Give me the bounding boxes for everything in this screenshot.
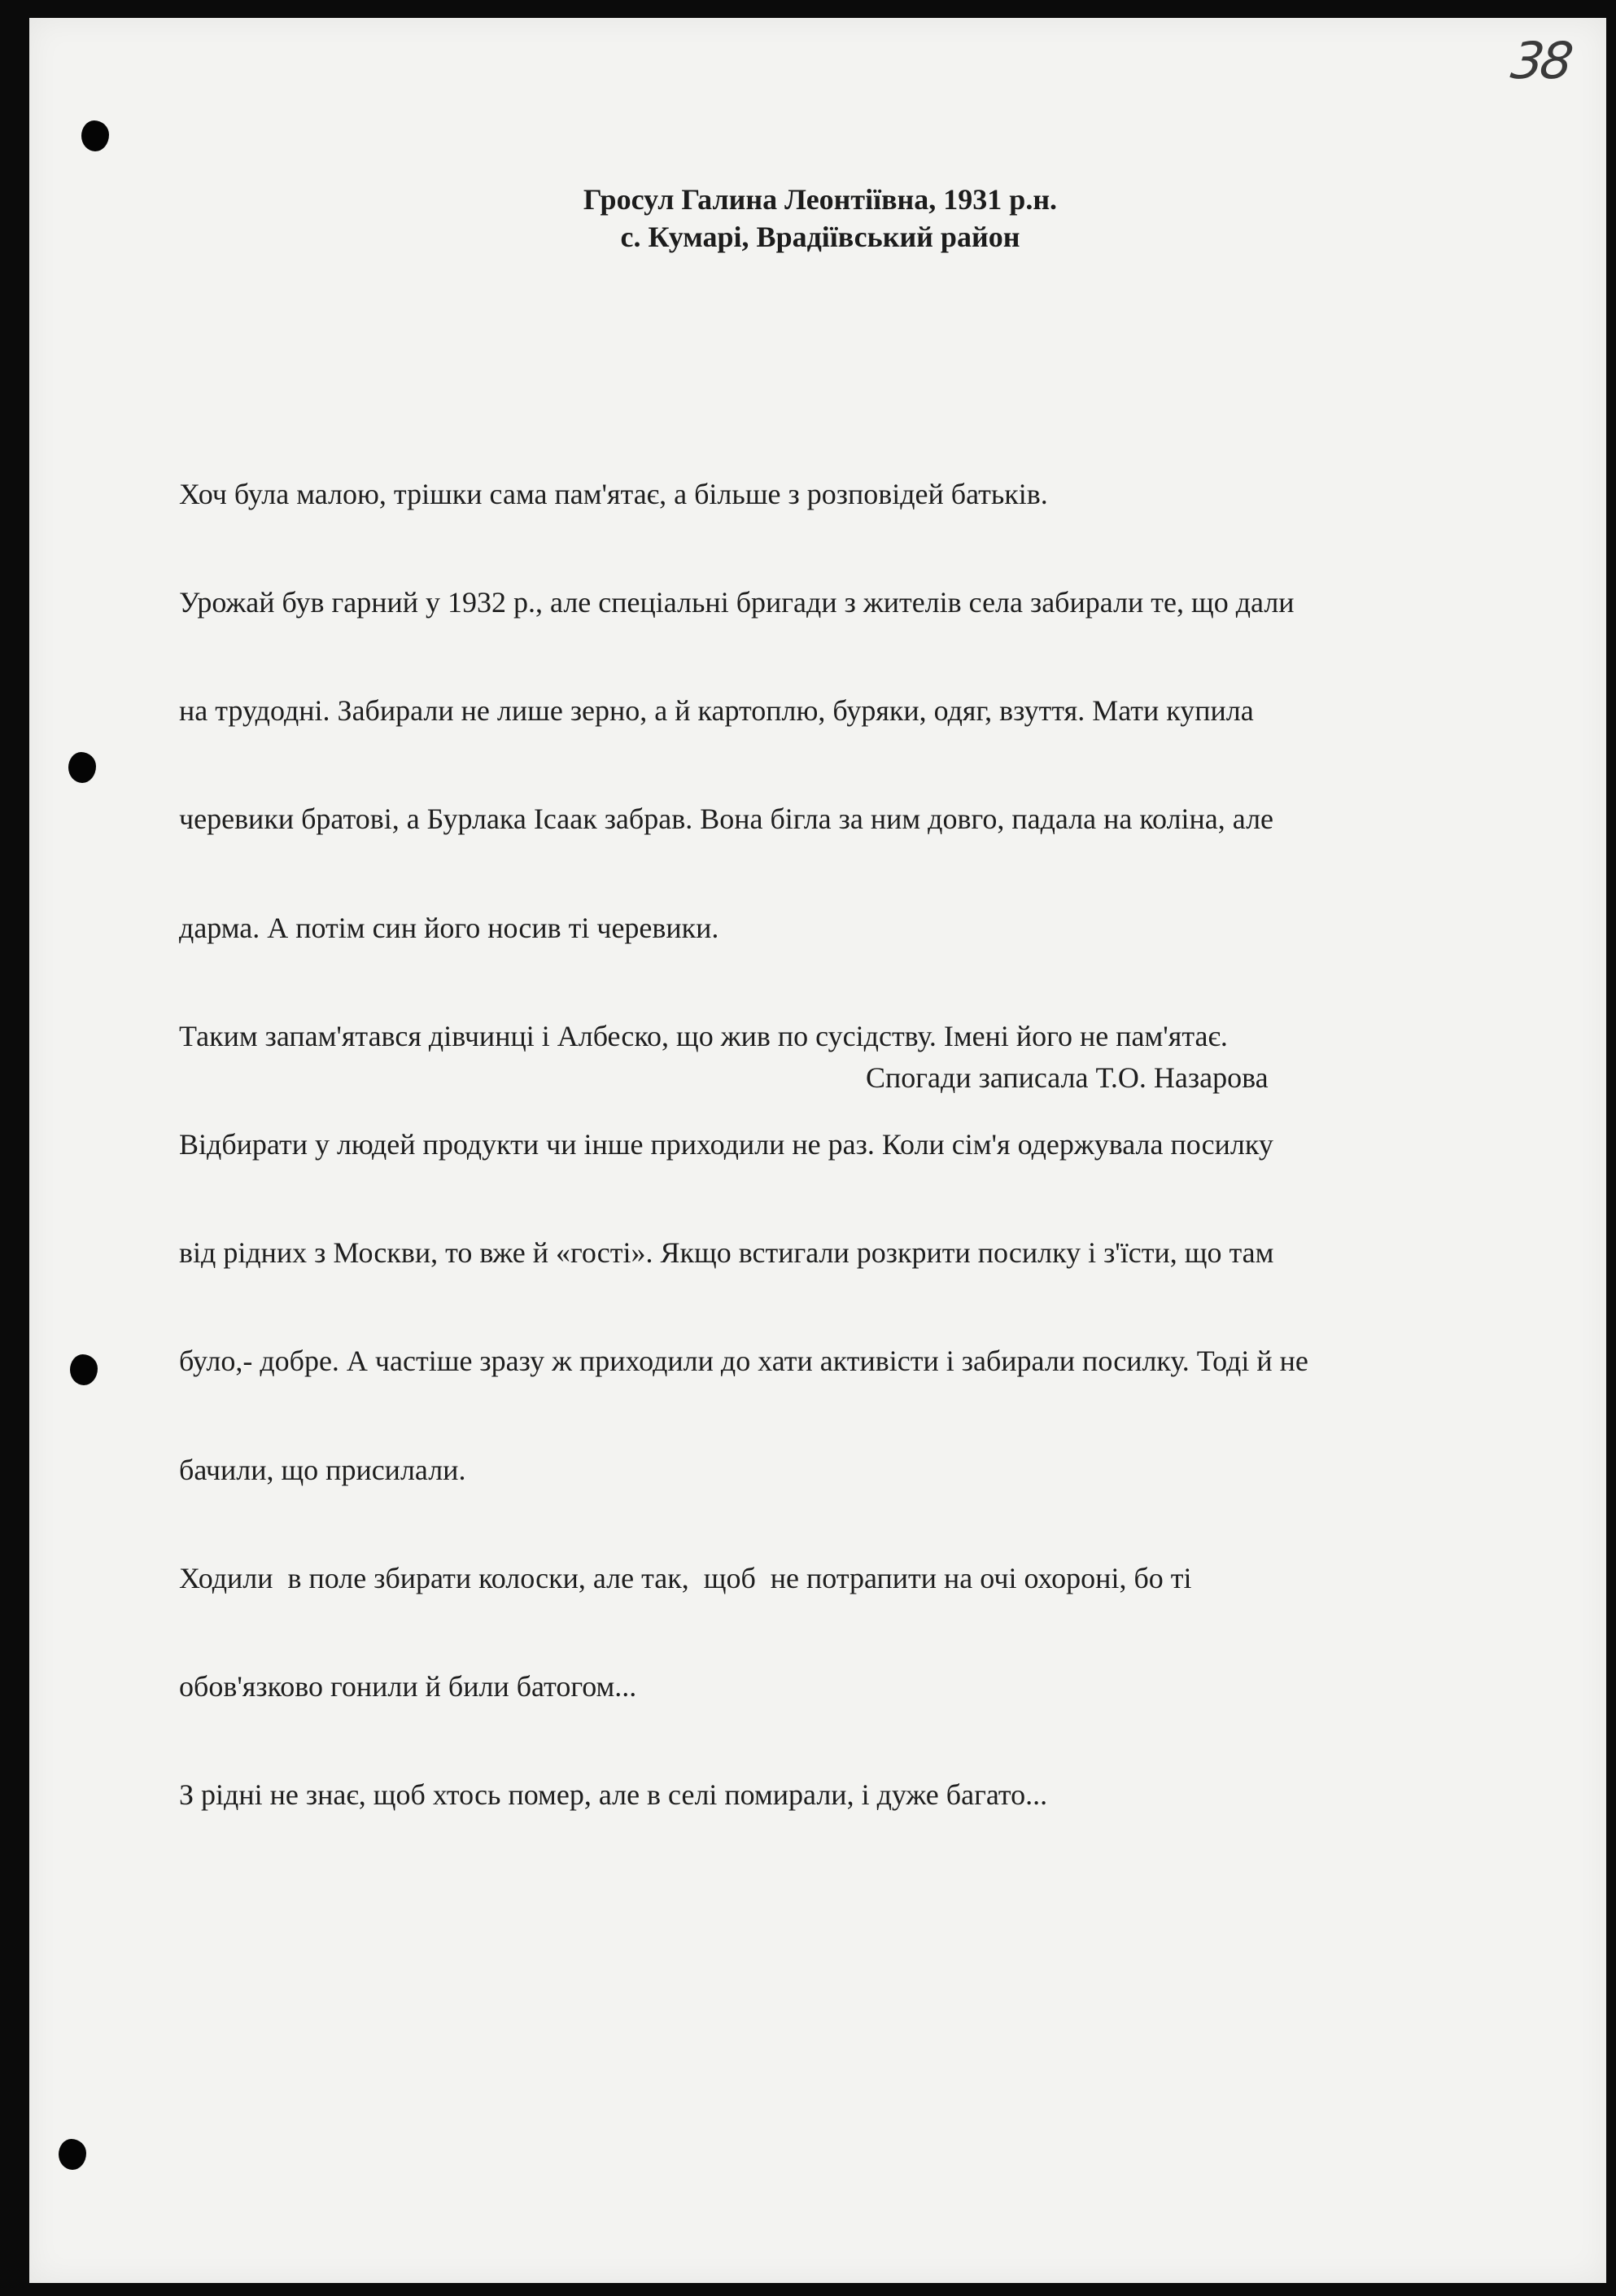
text-line: бачили, що присилали. [179, 1453, 466, 1486]
page-number: 38 [1507, 31, 1575, 90]
text-line: дарма. А потім син його носив ті черевики. [179, 911, 719, 944]
testimony-text [179, 404, 1465, 1849]
text-line: Урожай був гарний у 1932 р., але спеціальні бригади з жителів села забирали те, що дали [179, 586, 1295, 619]
title-line-location: с. Кумарі, Врадіївський район [620, 221, 1020, 253]
text-line: обов'язково гонили й били батогом... [179, 1670, 637, 1703]
title-line-name: Гросул Галина Леонтіївна, 1931 р.н. [583, 183, 1058, 216]
text-line: на трудодні. Забирали не лише зерно, а й картоплю, буряки, одяг, взуття. Мати купила [179, 694, 1254, 728]
text-line: З рідні не знає, щоб хтось помер, але в селі помирали, і дуже багато... [179, 1778, 1048, 1812]
text-line: Ходили в поле збирати колоски, але так, щоб не потрапити на очі охороні, бо ті [179, 1561, 1192, 1594]
recorder-signature: Спогади записала Т.О. Назарова [866, 1061, 1269, 1094]
text-line: було,- добре. А частіше зразу ж приходили до хати активісти і забирали посилку. Тоді й не [179, 1345, 1308, 1378]
document-title [0, 181, 1616, 256]
text-line: Хоч була малою, трішки сама пам'ятає, а більше з розповідей батьків. [179, 477, 1048, 510]
text-line: Відбирати у людей продукти чи інше приходили не раз. Коли сім'я одержувала посилку [179, 1128, 1273, 1161]
text-line: черевики братові, а Бурлака Ісаак забрав. Вона бігла за ним довго, падала на коліна, але [179, 803, 1274, 836]
text-line: Таким запам'ятався дівчинці і Албеско, що жив по сусідству. Імені його не пам'ятає. [179, 1019, 1228, 1052]
text-line: від рідних з Москви, то вже й «гості». Якщо встигали розкрити посилку і з'їсти, що там [179, 1236, 1274, 1270]
